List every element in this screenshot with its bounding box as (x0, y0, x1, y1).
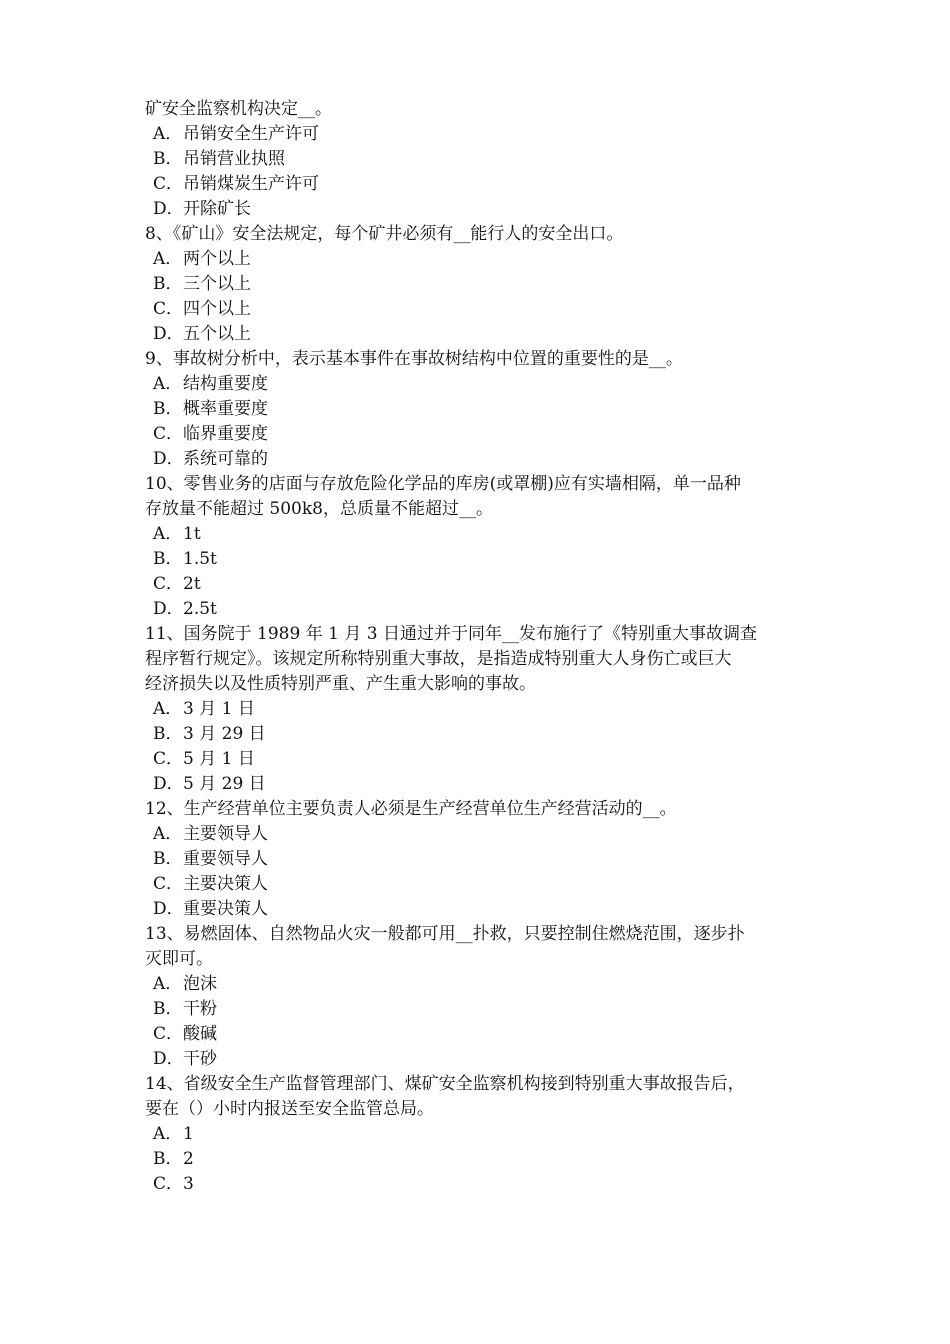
option-letter: B． (153, 1149, 183, 1169)
option-text: 酸碱 (183, 1024, 217, 1044)
option-letter: B． (153, 549, 183, 569)
option-text: 1t (183, 524, 201, 544)
question-text-line: 10、零售业务的店面与存放危险化学品的库房(或罩棚)应有实墙相隔，单一品种 (145, 474, 741, 494)
answer-option (145, 322, 825, 347)
option-letter: C． (153, 874, 184, 894)
option-letter: C． (153, 424, 184, 444)
option-letter: A． (153, 249, 183, 269)
option-letter: B． (153, 999, 183, 1019)
option-text: 系统可靠的 (183, 449, 268, 469)
answer-option (145, 722, 825, 747)
option-text: 两个以上 (183, 249, 251, 269)
option-text: 2.5t (183, 599, 217, 619)
question-text-line: 程序暂行规定》。该规定所称特别重大事故，是指造成特别重大人身伤亡或巨大 (145, 649, 732, 669)
option-letter: A． (153, 699, 183, 719)
answer-option (145, 822, 825, 847)
option-text: 临界重要度 (183, 424, 268, 444)
option-letter: D． (153, 899, 184, 919)
question-text-line: 经济损失以及性质特别严重、产生重大影响的事故。 (145, 674, 536, 694)
option-text: 3 月 1 日 (183, 699, 255, 719)
answer-option (145, 997, 825, 1022)
option-letter: A． (153, 374, 183, 394)
option-text: 重要决策人 (183, 899, 268, 919)
question-text-line: 要在（）小时内报送至安全监管总局。 (145, 1099, 434, 1119)
option-text: 5 月 1 日 (183, 749, 255, 769)
answer-option (145, 572, 825, 597)
answer-option (145, 197, 825, 222)
option-text: 干砂 (183, 1049, 217, 1069)
option-letter: B． (153, 149, 183, 169)
answer-option (145, 597, 825, 622)
answer-option (145, 1047, 825, 1072)
option-text: 3 (183, 1174, 194, 1194)
option-letter: C． (153, 1174, 184, 1194)
option-letter: D． (153, 449, 184, 469)
option-letter: B． (153, 274, 183, 294)
option-text: 概率重要度 (183, 399, 268, 419)
question-text-line: 11、国务院于 1989 年 1 月 3 日通过并于同年__发布施行了《特别重大事故调查 (145, 624, 757, 644)
option-text: 3 月 29 日 (183, 724, 266, 744)
answer-option (145, 397, 825, 422)
option-text: 2t (183, 574, 201, 594)
question-text-line: 8、《矿山》安全法规定，每个矿井必须有__能行人的安全出口。 (145, 224, 624, 244)
option-text: 三个以上 (183, 274, 251, 294)
option-text: 吊销营业执照 (183, 149, 285, 169)
answer-option (145, 547, 825, 572)
option-text: 主要领导人 (183, 824, 268, 844)
document-page (145, 97, 825, 1197)
answer-option (145, 522, 825, 547)
option-text: 重要领导人 (183, 849, 268, 869)
option-letter: A． (153, 524, 183, 544)
option-text: 1.5t (183, 549, 217, 569)
option-letter: A． (153, 974, 183, 994)
question-text-line: 12、生产经营单位主要负责人必须是生产经营单位生产经营活动的__。 (145, 799, 677, 819)
answer-option (145, 972, 825, 997)
answer-option (145, 172, 825, 197)
answer-option (145, 847, 825, 872)
option-letter: C． (153, 1024, 184, 1044)
question-text-line: 9、事故树分析中，表示基本事件在事故树结构中位置的重要性的是__。 (145, 349, 683, 369)
option-letter: C． (153, 174, 184, 194)
answer-option (145, 1172, 825, 1197)
option-text: 主要决策人 (183, 874, 268, 894)
question-text-line: 14、省级安全生产监督管理部门、煤矿安全监察机构接到特别重大事故报告后， (145, 1074, 745, 1094)
option-text: 2 (183, 1149, 194, 1169)
option-letter: C． (153, 574, 184, 594)
answer-option (145, 1147, 825, 1172)
option-text: 五个以上 (183, 324, 251, 344)
answer-option (145, 147, 825, 172)
answer-option (145, 122, 825, 147)
answer-option (145, 697, 825, 722)
option-letter: C． (153, 749, 184, 769)
option-text: 干粉 (183, 999, 217, 1019)
question-text-line: 灭即可。 (145, 949, 213, 969)
answer-option (145, 747, 825, 772)
question-text-line: 存放量不能超过 500k8，总质量不能超过__。 (145, 499, 493, 519)
answer-option (145, 1122, 825, 1147)
answer-option (145, 447, 825, 472)
option-letter: D． (153, 1049, 184, 1069)
option-text: 泡沫 (183, 974, 217, 994)
answer-option (145, 247, 825, 272)
option-letter: A． (153, 124, 183, 144)
question-text-line: 矿安全监察机构决定__。 (145, 99, 332, 119)
option-letter: B． (153, 399, 183, 419)
option-letter: A． (153, 1124, 183, 1144)
option-letter: D． (153, 324, 184, 344)
option-letter: B． (153, 724, 183, 744)
option-letter: B． (153, 849, 183, 869)
answer-option (145, 422, 825, 447)
option-letter: D． (153, 199, 184, 219)
answer-option (145, 272, 825, 297)
option-text: 吊销安全生产许可 (183, 124, 319, 144)
option-text: 1 (183, 1124, 194, 1144)
option-text: 5 月 29 日 (183, 774, 266, 794)
question-text-line: 13、易燃固体、自然物品火灾一般都可用__扑救，只要控制住燃烧范围，逐步扑 (145, 924, 745, 944)
answer-option (145, 772, 825, 797)
option-letter: D． (153, 599, 184, 619)
option-text: 吊销煤炭生产许可 (183, 174, 319, 194)
answer-option (145, 297, 825, 322)
answer-option (145, 1022, 825, 1047)
option-text: 四个以上 (183, 299, 251, 319)
answer-option (145, 372, 825, 397)
answer-option (145, 897, 825, 922)
option-letter: D． (153, 774, 184, 794)
option-text: 开除矿长 (183, 199, 251, 219)
option-letter: C． (153, 299, 184, 319)
option-letter: A． (153, 824, 183, 844)
answer-option (145, 872, 825, 897)
option-text: 结构重要度 (183, 374, 268, 394)
